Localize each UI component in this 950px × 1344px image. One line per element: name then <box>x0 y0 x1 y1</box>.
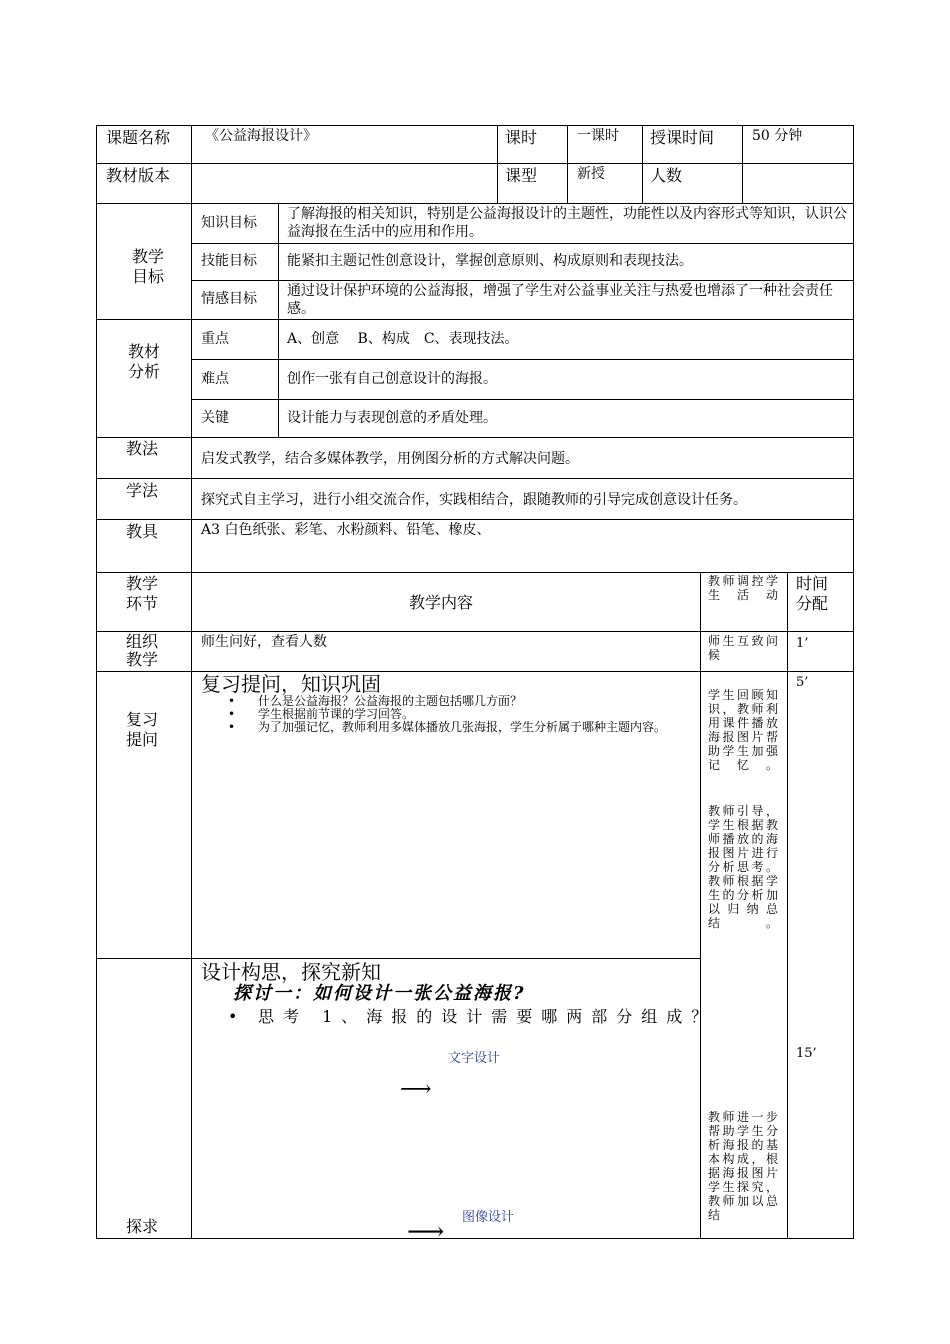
org-stage: 组织教学 <box>126 632 159 669</box>
explore-activity: 教师进一步帮助学生分析海报的基本构成，根据海报图片学生探究，教师加以总结 <box>708 1110 778 1222</box>
review-time: 5’ <box>796 675 809 690</box>
explore-stage: 探求 <box>126 1217 159 1236</box>
method-text: 启发式教学，结合多媒体教学，用例图分析的方式解决问题。 <box>201 451 579 467</box>
explore-title: 设计构思，探究新知 <box>201 960 381 984</box>
analysis-name: 重点 <box>201 331 229 347</box>
org-content: 师生问好，查看人数 <box>201 634 327 650</box>
analysis-label: 教材分析 <box>128 342 161 381</box>
diagram-label-text: 文字设计 <box>448 1051 501 1066</box>
process-activity-header: 教师调控学生活动 <box>708 574 778 602</box>
rule <box>191 399 854 400</box>
analysis-text: A、创意 B、构成 C、表现技法。 <box>287 331 519 347</box>
process-stage-header: 教学环节 <box>126 574 159 613</box>
review-title: 复习提问，知识巩固 <box>201 672 381 696</box>
explore-subtitle: 探讨一：如何设计一张公益海报? <box>233 983 526 1004</box>
bullet-icon: • <box>228 694 236 708</box>
rule <box>96 319 854 320</box>
bullet-icon: • <box>228 707 236 721</box>
rule <box>497 125 498 204</box>
review-bullet: 什么是公益海报？公益海报的主题包括哪几方面？ <box>258 694 523 708</box>
rule <box>642 125 643 204</box>
rule <box>191 280 854 281</box>
arrow-right-icon: ⟶ <box>400 1077 432 1102</box>
analysis-name: 关键 <box>201 410 229 426</box>
rule <box>278 203 279 438</box>
rule <box>191 125 192 1239</box>
goal-name: 技能目标 <box>201 253 257 269</box>
goals-label: 教学目标 <box>132 247 165 286</box>
duration-value: 50 分钟 <box>752 128 803 144</box>
learning-label: 学法 <box>126 481 159 500</box>
rule <box>96 125 854 126</box>
rule <box>567 125 568 204</box>
rule <box>191 359 854 360</box>
rule <box>96 631 854 632</box>
rule <box>96 203 854 204</box>
tools-text: A3 白色纸张、彩笔、水粉颜料、铅笔、橡皮、 <box>201 522 491 538</box>
rule <box>96 125 97 1239</box>
type-value: 新授 <box>577 166 605 182</box>
review-bullet: 为了加强记忆，教师利用多媒体播放几张海报，学生分析属于哪种主题内容。 <box>258 720 667 734</box>
arrow-right-icon: ⟶ <box>407 1217 445 1247</box>
count-label: 人数 <box>650 166 683 185</box>
rule <box>96 437 854 438</box>
rule <box>96 572 854 573</box>
org-activity: 师生互致问候 <box>708 634 778 662</box>
tools-label: 教具 <box>126 522 159 541</box>
goal-name: 情感目标 <box>201 291 257 307</box>
review-stage: 复习提问 <box>126 710 159 749</box>
rule <box>700 572 701 1239</box>
rule <box>96 958 700 959</box>
analysis-text: 创作一张有自己创意设计的海报。 <box>287 371 497 387</box>
rule <box>787 572 788 1239</box>
rule <box>96 163 854 164</box>
rule <box>853 125 854 1239</box>
goal-name: 知识目标 <box>201 215 257 231</box>
bullet-icon: • <box>228 720 236 734</box>
period-label: 课时 <box>505 128 538 147</box>
review-activity-1: 学生回顾知识，教师利用课件播放海报图片帮助学生加强记忆。 <box>708 688 778 772</box>
goal-text: 了解海报的相关知识，特别是公益海报设计的主题性，功能性以及内容形式等知识，认识公益海报在生活中的应用和作用。 <box>287 206 847 240</box>
rule <box>742 125 743 204</box>
duration-label: 授课时间 <box>650 128 715 147</box>
type-label: 课型 <box>505 166 538 185</box>
goal-text: 通过设计保护环境的公益海报，增强了学生对公益事业关注与热爱也增添了一种社会责任感。 <box>287 283 833 317</box>
goal-text: 能紧扣主题记性创意设计，掌握创意原则、构成原则和表现技法。 <box>287 253 693 269</box>
period-value: 一课时 <box>577 128 619 144</box>
rule <box>191 243 854 244</box>
rule <box>96 478 854 479</box>
topic-label: 课题名称 <box>106 128 171 147</box>
process-time-header: 时间分配 <box>796 574 829 613</box>
rule <box>96 1238 854 1239</box>
explore-time: 15’ <box>796 1046 817 1061</box>
method-label: 教法 <box>126 439 159 458</box>
analysis-name: 难点 <box>201 371 229 387</box>
org-time: 1’ <box>796 636 809 651</box>
list-item <box>228 721 690 734</box>
explore-bullet-icon: • <box>228 1007 238 1026</box>
topic-value: 《公益海报设计》 <box>205 128 317 144</box>
process-content-header: 教学内容 <box>409 593 474 612</box>
diagram-label-image: 图像设计 <box>462 1210 515 1225</box>
edition-label: 教材版本 <box>106 166 171 185</box>
analysis-text: 设计能力与表现创意的矛盾处理。 <box>287 410 497 426</box>
rule <box>96 519 854 520</box>
review-bullet: 学生根据前节课的学习回答。 <box>258 707 415 721</box>
learning-text: 探究式自主学习，进行小组交流合作，实践相结合，跟随教师的引导完成创意设计任务。 <box>201 492 747 508</box>
review-bullets <box>228 695 690 734</box>
review-activity-2: 教师引导，学生根据教师播放的海报图片进行分析思考。教师根据学生的分析加以归纳总结。 <box>708 804 778 930</box>
explore-question: 思考 1、海报的设计需要哪两部分组成？ <box>258 1007 717 1026</box>
